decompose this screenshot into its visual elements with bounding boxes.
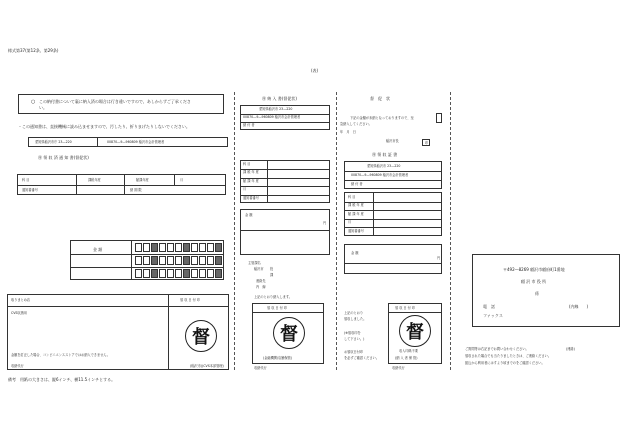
col3-note2: して下さい。) — [344, 337, 365, 341]
account-number: 00870―9―960809 稲沢市会計管理者 — [107, 140, 165, 144]
amount-digit-box — [159, 243, 166, 252]
col3-receipt-title: ㊞ 領 収 証 書 — [372, 152, 398, 157]
col2-row-assessyear: 賦 課 年 度 — [243, 179, 259, 183]
col2-row-taxyear: 課 税 年 度 — [243, 170, 259, 174]
col2-title: ㊞ 納 入 書(督促状) — [262, 96, 297, 101]
col3-addr1: 愛知県稲沢市 23―220 — [367, 164, 401, 168]
col3-text2: 急納入してください。 — [340, 122, 372, 126]
col3-recv2: 領収しました。 — [344, 317, 367, 321]
col3-date-label: 領 収 日 付 印 — [395, 306, 415, 310]
amount-digit-box — [199, 269, 206, 278]
address-box — [472, 254, 620, 327]
amount-digit-box — [175, 256, 182, 265]
col3-row-assessyear: 賦 課 年 度 — [348, 211, 364, 216]
col3-row-month: 月 — [348, 220, 352, 224]
col3-row-noticeno: 通知書番号 — [348, 229, 364, 233]
agent-right-label: (稲沢市)(CVS本部管理) — [190, 364, 224, 368]
receipt-date-label: 領 収 日 付 印 — [180, 298, 200, 302]
col3-recv1: 上記のとおり — [344, 311, 364, 315]
office-address: 〒492―8269 稲沢市稲府町1番地 — [503, 267, 565, 272]
col2-detail-grid — [240, 160, 330, 203]
col3-stamp-box — [422, 139, 430, 146]
col2-yen: 円 — [323, 221, 327, 225]
amount-digit-box — [199, 243, 206, 252]
amount-digit-box — [143, 269, 150, 278]
office-tel: 電 話 — [483, 304, 495, 309]
col3-payer: 納 付 者 — [351, 182, 363, 186]
amount-digit-box — [175, 269, 182, 278]
grid-assess-year: 賦課年度 — [136, 178, 149, 182]
col3-agent: 収納代行 — [392, 366, 405, 370]
col2-section: 課 — [270, 273, 274, 277]
receipt-date-stamp: 督 — [185, 320, 217, 352]
account-box — [28, 137, 228, 147]
amount-digit-box — [167, 269, 174, 278]
amount-digit-box — [215, 269, 222, 278]
col3-note1: (※領収印を — [344, 331, 361, 335]
col3-keep1: お領収日付印 — [344, 350, 364, 354]
office-fax: ファックス — [483, 313, 503, 318]
col2-row-month: 月 — [243, 187, 247, 191]
col3-address-box — [344, 161, 442, 189]
amount-digit-box — [207, 243, 214, 252]
amount-digit-box — [183, 243, 190, 252]
col2-amount-box — [240, 209, 330, 255]
amount-digit-box — [175, 243, 182, 252]
col3-amount-label: 金 額 — [351, 251, 359, 255]
amount-block — [70, 240, 224, 280]
col3-amount-box — [344, 244, 442, 274]
bottom-left-box — [7, 294, 229, 370]
amount-digit-box — [167, 243, 174, 252]
notice-text-2: い。 — [39, 105, 47, 110]
col2-city: 稲沢市 役 — [254, 267, 274, 271]
notice-box — [18, 94, 224, 114]
col3-detail-grid — [344, 192, 442, 236]
col3-checkbox — [436, 113, 442, 123]
front-mark: (表) — [311, 68, 319, 73]
amount-digit-box — [135, 256, 142, 265]
left-grid — [17, 174, 226, 195]
collector-title: 取りまとめ店 — [11, 298, 31, 302]
cvs-warning: 金額を訂正した場合、コンビニエンスストアではお納入できません。 — [11, 353, 110, 357]
col3-caption2: (納 入 者 保 管) — [395, 356, 418, 360]
amount-digit-box — [151, 269, 158, 278]
col2-payer: 納 付 者 — [243, 123, 255, 127]
amount-digit-box — [183, 256, 190, 265]
col3-date: 年 月 日 — [340, 130, 356, 134]
amount-label: 金 額 — [93, 247, 103, 252]
amount-digit-box — [207, 256, 214, 265]
grid-notice-no: 通知書番号 — [22, 188, 38, 192]
amount-digit-box — [183, 269, 190, 278]
grid-subject: 科 目 — [22, 178, 30, 182]
separator-3 — [450, 92, 451, 370]
office-ext: (内線 ) — [569, 304, 589, 309]
amount-digit-box — [207, 269, 214, 278]
col4-note2: (連絡) — [566, 347, 575, 351]
amount-digit-box — [151, 243, 158, 252]
remark-text: 備考 用紙の大きさは、縦6インチ、横11.5インチとする。 — [8, 377, 116, 382]
left-receipt-title: ㊞ 領 収 済 通 知 書(督促状) — [38, 155, 89, 160]
grid-month: 月 — [180, 178, 184, 182]
col3-row-subject: 科 目 — [348, 194, 356, 199]
col2-seal: 督 — [273, 317, 305, 349]
col2-addr1: 愛知県稲沢市 23―220 — [259, 107, 293, 111]
col3-yen: 円 — [437, 256, 441, 260]
col3-stamp-area — [388, 303, 442, 364]
separator-1 — [234, 92, 235, 370]
agent-label: 収納代行 — [11, 364, 24, 368]
col2-amount-label: 金 額 — [245, 213, 253, 217]
col4-note4: 振込から利用者にはすより頃までのをご確認ください。 — [465, 361, 545, 365]
amount-digit-box — [191, 269, 198, 278]
col2-received: 上記のとおり納入します。 — [254, 295, 292, 299]
amount-digit-box — [135, 269, 142, 278]
office-dept: 係 — [535, 291, 539, 296]
amount-digit-box — [215, 256, 222, 265]
amount-digit-box — [143, 256, 150, 265]
col2-row-noticeno: 通知書番号 — [243, 196, 259, 200]
form-reference: 様式第37(第12条、第29条) — [8, 48, 59, 53]
col3-title: 督 促 状 — [370, 96, 390, 101]
col3-row-taxyear: 課 税 年 度 — [348, 203, 364, 207]
col2-address-box — [240, 105, 330, 130]
amount-digit-box — [215, 243, 222, 252]
col2-caption: (金融機関/店舗保管) — [263, 356, 293, 360]
amount-digit-box — [143, 243, 150, 252]
col2-addr2: 00870―9―960809 稲沢市会計管理者 — [243, 115, 301, 119]
notice-bullet: ○ — [31, 99, 36, 105]
col2-contact: 連絡先 — [256, 279, 266, 283]
col2-row-subject: 科 目 — [243, 162, 251, 166]
amount-digit-box — [199, 256, 206, 265]
col3-stamp: 印 — [425, 140, 429, 145]
amount-digit-box — [159, 256, 166, 265]
col3-addr2: 00870―9―960809 稲沢市会計管理者 — [351, 173, 409, 177]
col3-seal: 督 — [399, 315, 431, 347]
amount-digit-box — [159, 269, 166, 278]
col3-text1: 下記の金額が未納となっておりますので、至 — [350, 116, 414, 120]
amount-digit-box — [191, 256, 198, 265]
amount-digit-box — [151, 256, 158, 265]
scanner-note: ・この通知書は、直接機械に読み込ませますので、汚したり、折りまげたりしないでください。 — [18, 124, 190, 129]
amount-digit-box — [191, 243, 198, 252]
col4-note1: ご質問等は右記までお問い合わせください。 — [465, 347, 529, 351]
col2-extension: 内 線 — [256, 285, 266, 289]
separator-2 — [336, 92, 337, 370]
amount-digit-box — [135, 243, 142, 252]
col3-city: 稲沢市長 — [386, 139, 399, 143]
notice-text-1: この納付書について裏に納入済の場合は行き違いですので、あしからずご了承くださ — [39, 99, 191, 104]
cvs-label: CVS収納用 — [11, 311, 27, 315]
account-label: 愛知県稲沢市庁 23―220 — [35, 140, 72, 144]
col2-date-label: 領 収 日 付 印 — [267, 306, 287, 310]
col3-caption: 収入印紙不要 — [399, 349, 419, 353]
grid-due-date: 納 期 限 — [130, 188, 142, 192]
col3-keep2: を必ずご確認ください。 — [344, 356, 380, 360]
col4-note3: 領収された場合でも当たりましたときは、ご連絡ください。 — [465, 354, 552, 358]
col2-stamp-box — [252, 303, 324, 364]
col2-agent: 収納代行 — [254, 366, 267, 370]
col2-dept: 主管課名 — [248, 261, 261, 265]
amount-digit-box — [167, 256, 174, 265]
grid-tax-year: 課税年度 — [88, 178, 101, 182]
office-name: 稲 沢 市 役 所 — [521, 279, 547, 284]
